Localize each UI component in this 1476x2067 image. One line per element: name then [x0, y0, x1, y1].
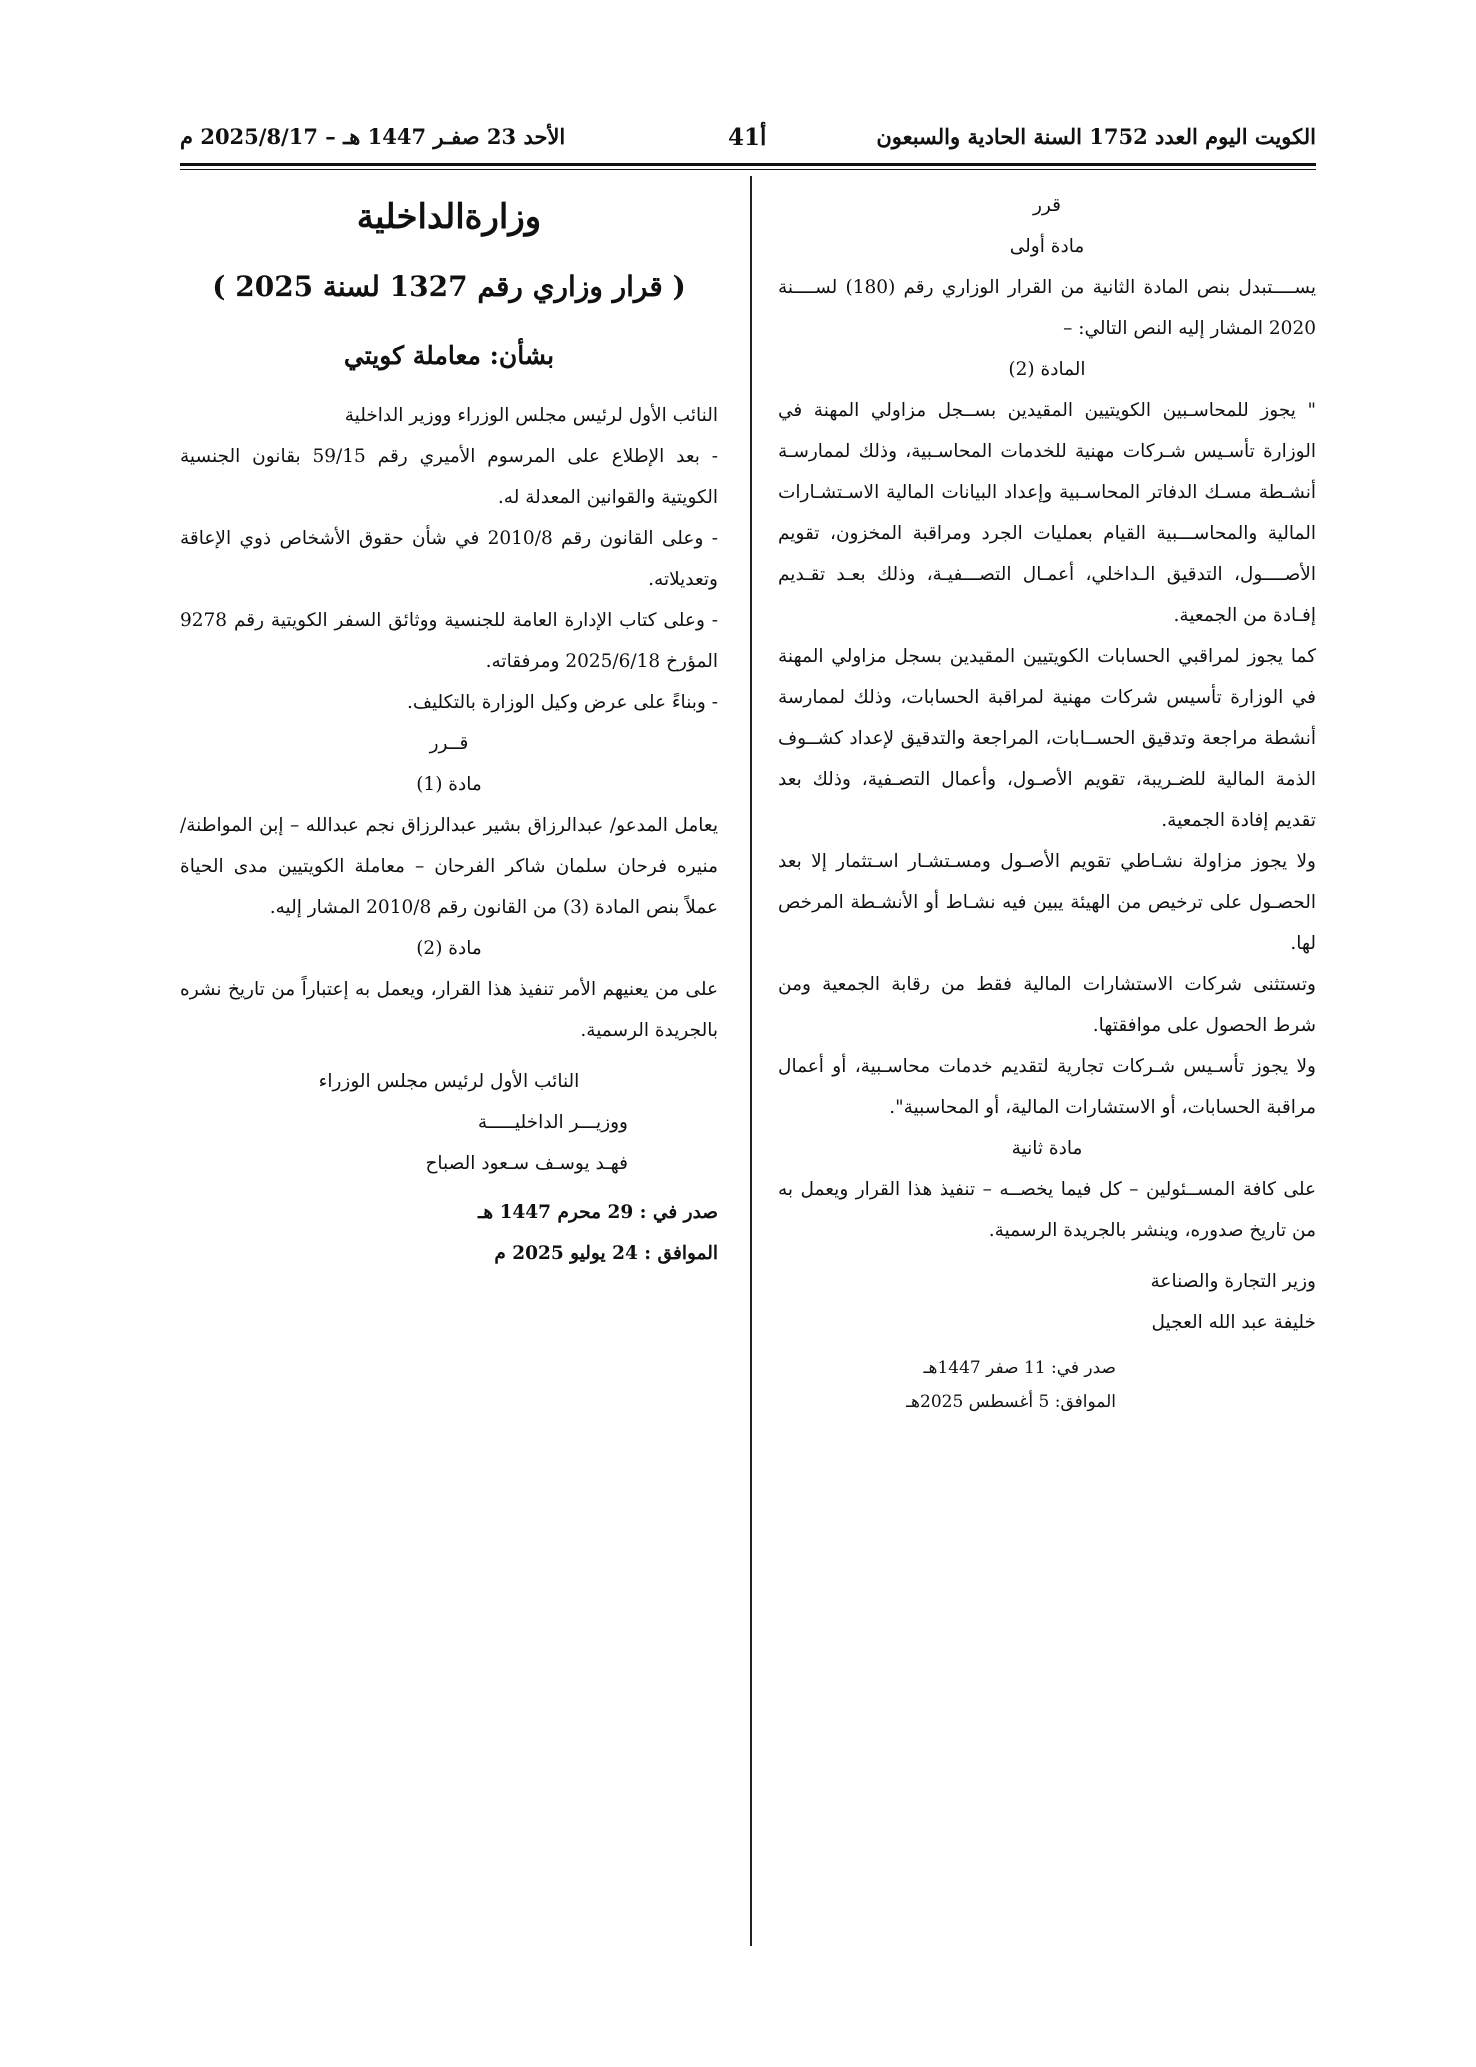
recital: - بعد الإطلاع على المرسوم الأميري رقم 59/15 بقانون الجنسية الكويتية والقوانين المعدلة له.	[180, 446, 718, 508]
signer-name: فهـد يوسـف سـعود الصباح	[425, 1153, 628, 1174]
signer-line-1: النائب الأول لرئيس مجلس الوزراء	[318, 1071, 580, 1092]
article-1-text: يعامل المدعو/ عبدالرزاق بشير عبدالرزاق نجم عبدالله – إبن المواطنة/ منيره فرحان سلمان شاكر الفرحان – معاملة الكويتيين مدى الحياة عملاً بنص المادة (3) من القانون رقم 2010/8 المشار إليه.	[180, 815, 718, 918]
issued-date: صدر في: 11 صفر 1447هـ	[923, 1358, 1116, 1378]
decree-subject: بشأن: معاملة كويتي	[343, 341, 555, 370]
paragraph: " يجوز للمحاسـبين الكويتيين المقيدين بســجل مزاولي المهنة في الوزارة تأسـيس شـركات مهنية للخدمات المحاسـبية، وذلك لممارسـة أنشـطة مسـك الدفاتر المحاسـبية وإعداد البيانات المالية الاسـتشـارات المالية والمحاســـبية القيام بعمليات الجرد ومراقبة المخزون، تقويم الأصــــول، التدقيق الـداخلي، أعمـال التصـــفيـة، وذلك بعـد تقـديم إفـادة من الجمعية.	[778, 400, 1316, 626]
left-column	[180, 185, 718, 1274]
paragraph: وتستثنى شركات الاستشارات المالية فقط من رقابة الجمعية ومن شرط الحصول على موافقتها.	[778, 974, 1316, 1036]
header-rule-thin	[180, 169, 1316, 170]
decides-heading: قــرر	[429, 733, 469, 754]
corresponding-date: الموافق : 24 يوليو 2025 م	[494, 1243, 718, 1264]
signer-title: وزير التجارة والصناعة	[1150, 1271, 1316, 1292]
signer-line-2: ووزيـــر الداخليـــــة	[477, 1112, 628, 1133]
article-1-title: مادة (1)	[416, 774, 482, 795]
header-rule-thick	[180, 163, 1316, 166]
corresponding-date: الموافق: 5 أغسطس 2025هـ	[906, 1392, 1116, 1412]
article-one-title: مادة أولى	[1009, 236, 1085, 257]
decree-title: ( قرار وزاري رقم 1327 لسنة 2025 )	[212, 270, 686, 303]
article-2-title: مادة (2)	[416, 938, 482, 959]
header-issue-info: الكويت اليوم العدد 1752 السنة الحادية والسبعون	[876, 124, 1316, 149]
paragraph: ولا يجوز مزاولة نشـاطي تقويم الأصـول ومسـتشـار اسـتثمار إلا بعد الحصـول على ترخيص من الهيئة يبين فيه نشـاط أو الأنشـطة المرخص لها.	[778, 851, 1316, 954]
recital: - وبناءً على عرض وكيل الوزارة بالتكليف.	[406, 692, 718, 713]
article-second-text: على كافة المســئولين – كل فيما يخصــه – تنفيذ هذا القرار ويعمل به من تاريخ صدوره، وينشر بالجريدة الرسمية.	[778, 1179, 1316, 1241]
recital: - وعلى كتاب الإدارة العامة للجنسية ووثائق السفر الكويتية رقم 9278 المؤرخ 2025/6/18 ومرفقاته.	[180, 610, 718, 672]
article-two-title: المادة (2)	[1008, 359, 1086, 380]
issuer-line: النائب الأول لرئيس مجلس الوزراء ووزير الداخلية	[344, 405, 718, 426]
paragraph: كما يجوز لمراقبي الحسابات الكويتيين المقيدين بسجل مزاولي المهنة في الوزارة تأسيس شركات مهنية لمراقبة الحسابات، وذلك لممارسة أنشطة مراجعة وتدقيق الحســابات، المراجعة والتدقيق لإعداد كشــوف الذمة المالية للضـريبة، تقويم الأصـول، وأعمال التصـفية، وذلك بعد تقديم إفادة الجمعية.	[778, 646, 1316, 831]
issued-date: صدر في : 29 محرم 1447 هـ	[477, 1202, 718, 1223]
right-column	[778, 185, 1316, 1419]
recital: - وعلى القانون رقم 2010/8 في شأن حقوق الأشخاص ذوي الإعاقة وتعديلاته.	[180, 528, 718, 590]
header-date: الأحد 23 صفـر 1447 هـ – 2025/8/17 م	[180, 124, 566, 149]
article-2-text: على من يعنيهم الأمر تنفيذ هذا القرار، ويعمل به إعتباراً من تاريخ نشره بالجريدة الرسمية.	[180, 979, 718, 1041]
page-header	[180, 118, 1316, 158]
header-page-number: 41أ	[728, 124, 767, 151]
ministry-title: وزارةالداخلية	[356, 197, 542, 237]
signer-name: خليفة عبد الله العجيل	[1151, 1312, 1316, 1333]
column-divider	[750, 176, 752, 1946]
article-one-intro: يســــتبدل بنص المادة الثانية من القرار الوزاري رقم (180) لســــنة 2020 المشار إليه النص التالي: –	[778, 277, 1316, 339]
paragraph: ولا يجوز تأسـيس شـركات تجارية لتقديم خدمات محاسـبية، أو أعمال مراقبة الحسابات، أو الاستشارات المالية، أو المحاسبية".	[778, 1056, 1316, 1118]
article-second-title: مادة ثانية	[1011, 1138, 1083, 1159]
decides-heading: قرر	[1033, 195, 1061, 216]
